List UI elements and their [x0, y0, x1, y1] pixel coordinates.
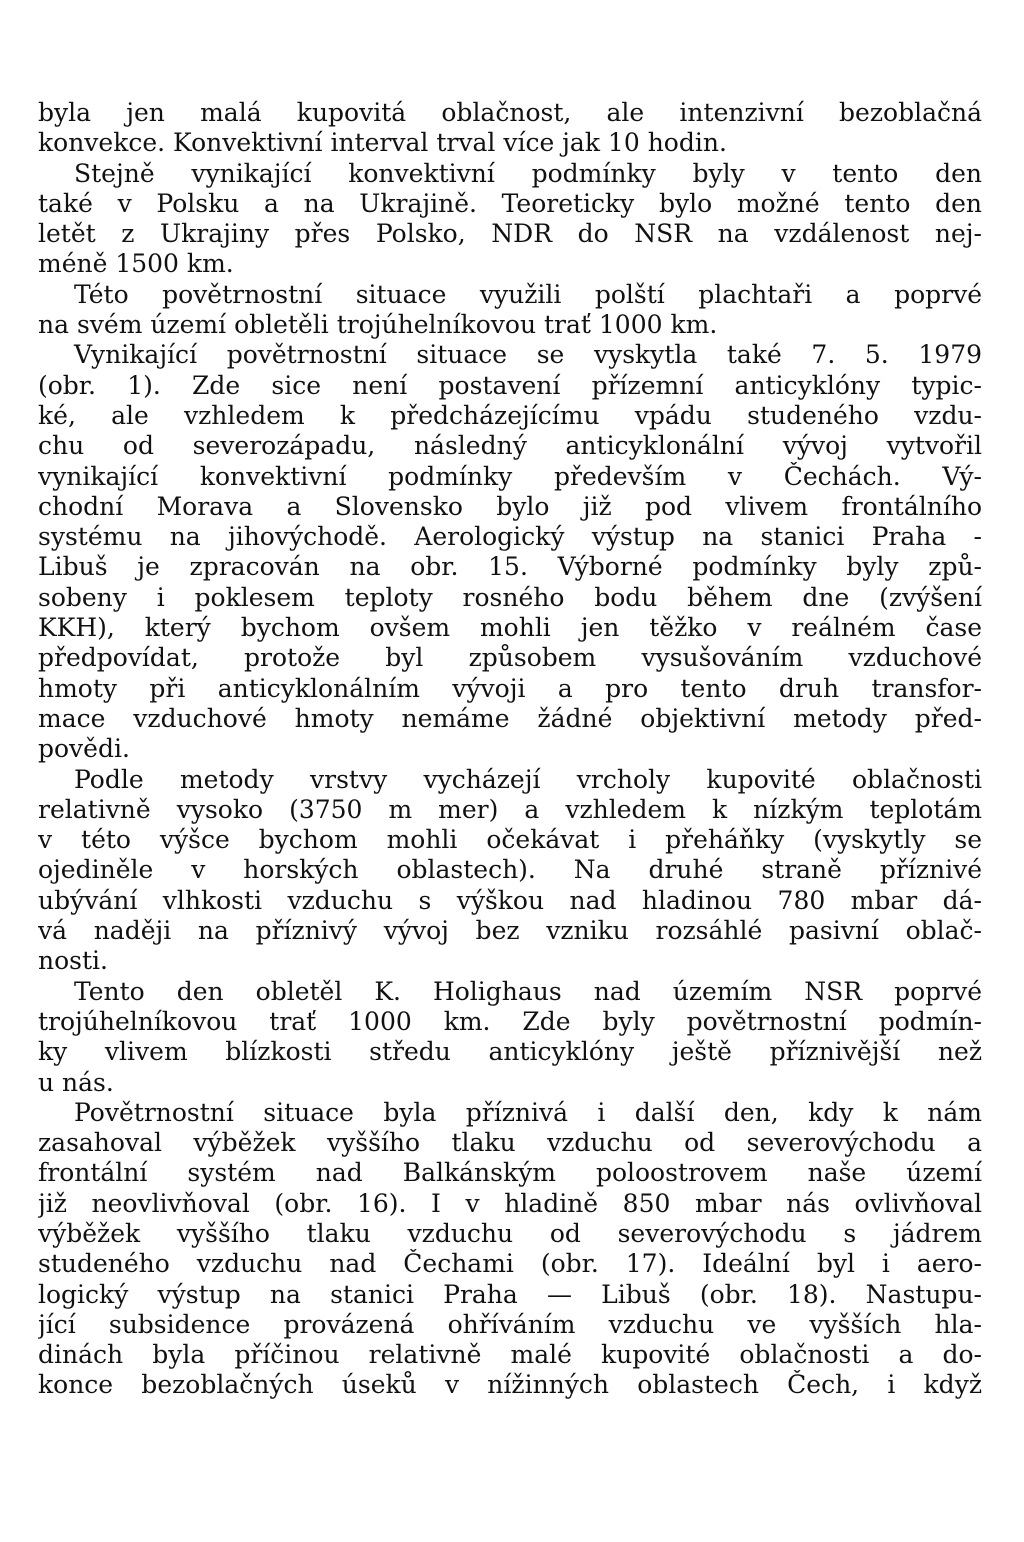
text-line: konce bezoblačných úseků v nížinných oblastech Čech, i když [38, 1370, 982, 1400]
text-line: Stejně vynikající konvektivní podmínky byly v tento den [74, 158, 982, 188]
text-line: ojediněle v horských oblastech). Na druhé straně příznivé [38, 855, 982, 885]
text-line: zasahoval výběžek vyššího tlaku vzduchu od severovýchodu a [38, 1128, 982, 1158]
text-line: konvekce. Konvektivní interval trval více jak 10 hodin. [38, 128, 727, 158]
text-line: systému na jihovýchodě. Aerologický výstup na stanici Praha - [38, 522, 982, 552]
text-line: KKH), který bychom ovšem mohli jen těžko v reálném čase [38, 613, 982, 643]
text-line: Libuš je zpracován na obr. 15. Výborné podmínky byly způ- [38, 552, 982, 582]
text-line: již neovlivňoval (obr. 16). I v hladině 850 mbar nás ovlivňoval [38, 1188, 982, 1218]
text-line: ky vlivem blízkosti středu anticyklóny ještě příznivější než [38, 1037, 982, 1067]
text-line: relativně vysoko (3750 m mer) a vzhledem k nízkým teplotám [38, 794, 982, 824]
text-line: vynikající konvektivní podmínky především v Čechách. Vý- [38, 461, 982, 491]
text-line: chu od severozápadu, následný anticyklonální vývoj vytvořil [38, 431, 982, 461]
text-line: povědi. [38, 734, 130, 764]
text-line: ubývání vlhkosti vzduchu s výškou nad hladinou 780 mbar dá- [38, 885, 982, 915]
text-line: letět z Ukrajiny přes Polsko, NDR do NSR na vzdálenost nej- [38, 219, 982, 249]
text-line: jící subsidence provázená ohříváním vzduchu ve vyšších hla- [38, 1309, 982, 1339]
text-line: méně 1500 km. [38, 249, 234, 279]
text-line: sobeny i poklesem teploty rosného bodu během dne (zvýšení [38, 582, 982, 612]
text-line: trojúhelníkovou trať 1000 km. Zde byly povětrnostní podmín- [38, 1006, 982, 1036]
text-line: na svém území obletěli trojúhelníkovou trať 1000 km. [38, 310, 718, 340]
text-line: Podle metody vrstvy vycházejí vrcholy kupovité oblačnosti [74, 764, 982, 794]
text-line: vá naději na příznivý vývoj bez vzniku rozsáhlé pasivní oblač- [38, 916, 982, 946]
text-line: chodní Morava a Slovensko bylo již pod vlivem frontálního [38, 491, 982, 521]
text-line: Této povětrnostní situace využili polští plachtaři a poprvé [74, 279, 982, 309]
text-line: v této výšce bychom mohli očekávat i přeháňky (vyskytly se [38, 825, 982, 855]
text-line: Vynikající povětrnostní situace se vyskytla také 7. 5. 1979 [74, 340, 982, 370]
text-line: frontální systém nad Balkánským poloostrovem naše území [38, 1158, 982, 1188]
text-line: nosti. [38, 946, 108, 976]
text-line: logický výstup na stanici Praha — Libuš (obr. 18). Nastupu- [38, 1279, 982, 1309]
text-line: Tento den obletěl K. Holighaus nad územím NSR poprvé [74, 976, 982, 1006]
text-line: hmoty při anticyklonálním vývoji a pro tento druh transfor- [38, 673, 982, 703]
text-line: také v Polsku a na Ukrajině. Teoreticky bylo možné tento den [38, 188, 982, 218]
text-line: dinách byla příčinou relativně malé kupovité oblačnosti a do- [38, 1340, 982, 1370]
text-line: Povětrnostní situace byla příznivá i další den, kdy k nám [74, 1097, 982, 1127]
text-line: u nás. [38, 1067, 114, 1097]
text-line: předpovídat, protože byl způsobem vysušováním vzduchové [38, 643, 982, 673]
text-line: mace vzduchové hmoty nemáme žádné objektivní metody před- [38, 703, 982, 733]
text-line: studeného vzduchu nad Čechami (obr. 17). Ideální byl i aero- [38, 1249, 982, 1279]
text-line: byla jen malá kupovitá oblačnost, ale intenzivní bezoblačná [38, 98, 982, 127]
document-body [38, 98, 982, 1401]
text-line: výběžek vyššího tlaku vzduchu od severovýchodu s jádrem [38, 1218, 982, 1248]
text-line: ké, ale vzhledem k předcházejícímu vpádu studeného vzdu- [38, 400, 982, 430]
text-line: (obr. 1). Zde sice není postavení přízemní anticyklóny typic- [38, 370, 982, 400]
